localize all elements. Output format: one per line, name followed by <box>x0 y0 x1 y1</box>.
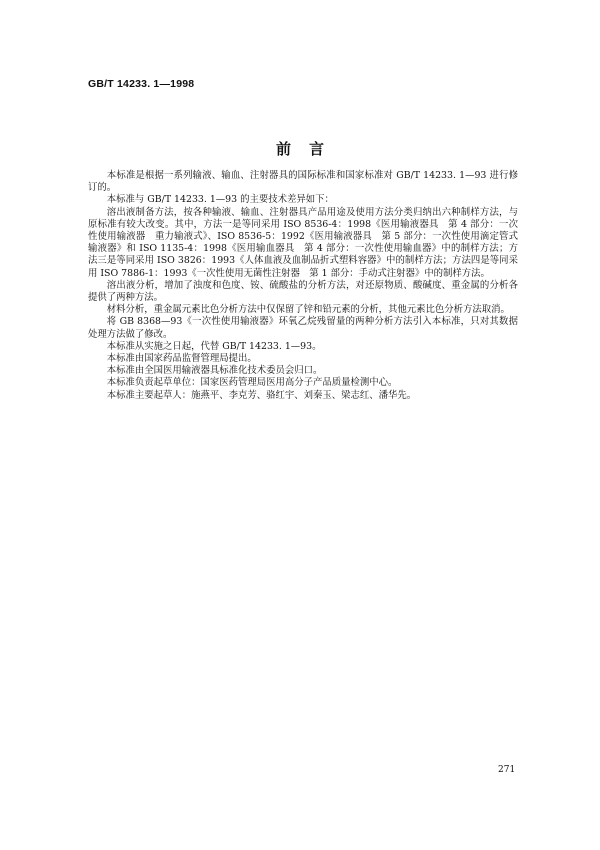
paragraph-ethylene-oxide: 将 GB 8368—93《一次性使用输液器》环氧乙烷残留量的两种分析方法引入本标准，只对其数据处理方法做了修改。 <box>88 316 518 340</box>
paragraph-differences-intro: 本标准与 GB/T 14233. 1—93 的主要技术差异如下： <box>106 194 334 206</box>
paragraph-administered-by: 本标准由全国医用输液器具标准化技术委员会归口。 <box>106 365 323 377</box>
paragraph-revision-basis: 本标准是根据一系列输液、输血、注射器具的国际标准和国家标准对 GB/T 14233. 1—93 进行修订的。 <box>88 170 518 194</box>
page-number: 271 <box>498 765 516 775</box>
paragraph-replacement: 本标准从实施之日起，代替 GB/T 14233. 1—93。 <box>106 340 322 352</box>
paragraph-material-analysis: 材料分析，重金属元素比色分析方法中仅保留了锌和铅元素的分析，其他元素比色分析方法取消。 <box>106 304 510 316</box>
paragraph-proposed-by: 本标准由国家药品监督管理局提出。 <box>106 353 257 365</box>
foreword-body <box>88 170 518 402</box>
paragraph-extraction-methods: 溶出液制备方法，按各种输液、输血、注射器具产品用途及使用方法分类归纳出六种制样方法，与原标准有较大改变。其中，方法一是等同采用 ISO 8536-4：1998《医用输液器具 第 4 部分：一次性使用输液器 重力输液式》、ISO 8536-5：1992《医用输液器具 第 5 部分：一次性使用滴定管式输液器》和 ISO 1135-4：1998《医用输血器具 第 4 部分：一次性使用输血器》中的制样方法；方法三是等同采用 ISO 3826：1993《人体血液及血制品折式塑料容器》中的制样方法；方法四是等同采用 ISO 7886-1：1993《一次性使用无菌性注射器 第 1 部分：手动式注射器》中的制样方法。 <box>88 206 518 279</box>
paragraph-drafting-unit: 本标准负责起草单位：国家医药管理局医用高分子产品质量检测中心。 <box>106 377 398 389</box>
document-code: GB/T 14233. 1—1998 <box>88 78 195 90</box>
page-title: 前言 <box>275 140 342 158</box>
paragraph-extract-analysis: 溶出液分析，增加了浊度和色度、铵、硫酸盐的分析方法，对还原物质、酸碱度、重金属的分析各提供了两种方法。 <box>88 279 518 304</box>
paragraph-drafters: 本标准主要起草人：施燕平、李克芳、骆红宇、刘秦玉、梁志红、潘华先。 <box>106 389 417 401</box>
